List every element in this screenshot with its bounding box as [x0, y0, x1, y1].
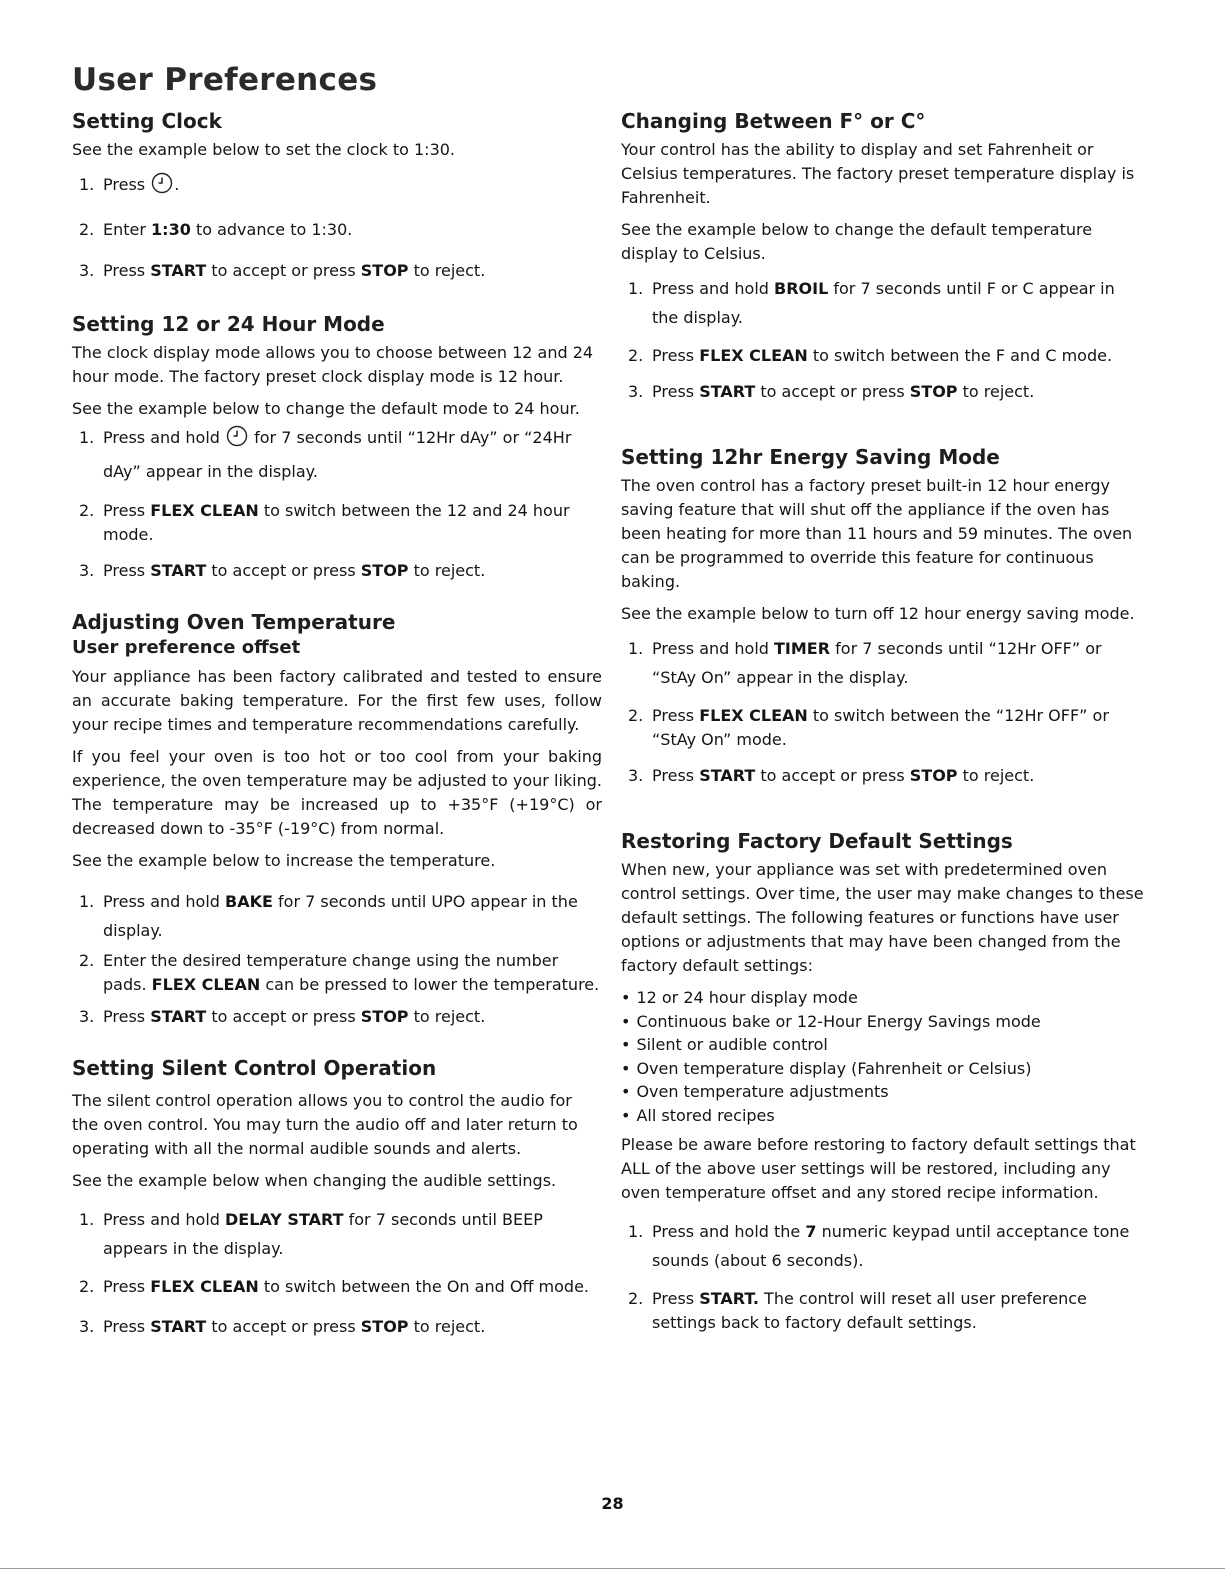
list-item: • Oven temperature adjustments: [621, 1080, 1146, 1104]
warning-paragraph: Please be aware before restoring to factory default settings that ALL of the above user settings will be restored, including any oven temperature offset and any stored recipe information.: [621, 1135, 1136, 1202]
step-item: 1. Press .: [72, 170, 602, 203]
step-item: 2. Press FLEX CLEAN to switch between the 12 and 24 hour mode.: [79, 501, 570, 544]
section-heading: Setting Clock: [72, 109, 222, 133]
section-intro: The silent control operation allows you to control the audio for the oven control. You may turn the audio off and later return to operating with all the normal audible sounds and alerts.: [72, 1091, 578, 1158]
section-energy-saving: [621, 444, 1146, 788]
section-intro: See the example below to set the clock to 1:30.: [72, 140, 456, 159]
step-item: 2. Press FLEX CLEAN to switch between the “12Hr OFF” or “StAy On” mode.: [628, 706, 1109, 749]
step-item: 3. Press START to accept or press STOP to reject.: [79, 561, 486, 580]
steps-list: [72, 170, 602, 285]
section-example: See the example below to change the default mode to 24 hour.: [72, 399, 580, 418]
section-heading: Restoring Factory Default Settings: [621, 829, 1013, 853]
steps-list: [72, 1205, 602, 1339]
step-item: 1. Press and hold DELAY START for 7 seconds until BEEP appears in the display.: [79, 1210, 543, 1258]
paragraph: Your appliance has been factory calibrated and tested to ensure an accurate baking temperature. For the first few uses, follow your recipe times and temperature recommendations carefully.: [72, 667, 602, 734]
section-heading: Setting 12 or 24 Hour Mode: [72, 312, 385, 336]
step-item: 1. Press and hold the 7 numeric keypad until acceptance tone sounds (about 6 seconds).: [628, 1222, 1130, 1270]
page-title: User Preferences: [72, 62, 378, 98]
step-item: 3. Press START to accept or press STOP to reject.: [79, 1007, 486, 1026]
section-intro: The oven control has a factory preset built-in 12 hour energy saving feature that will shut off the appliance if the oven has been heating for more than 11 hours and 59 minutes. The oven can be programmed to override this feature for continuous baking.: [621, 476, 1133, 591]
steps-list: [72, 887, 602, 1029]
step-item: 3. Press START to accept or press STOP to reject.: [79, 261, 486, 280]
step-item: 2. Enter the desired temperature change using the number pads. FLEX CLEAN can be pressed to lower the temperature.: [79, 951, 600, 994]
section-example: See the example below to turn off 12 hour energy saving mode.: [621, 604, 1135, 623]
section-setting-clock: [72, 108, 602, 285]
step-item: 2. Press START. The control will reset all user preference settings back to factory default settings.: [628, 1289, 1087, 1332]
step-item: 2. Enter 1:30 to advance to 1:30.: [79, 220, 353, 239]
list-item: • 12 or 24 hour display mode: [621, 986, 1146, 1010]
section-fahrenheit-celsius: [621, 108, 1146, 404]
page-number: 28: [601, 1494, 624, 1513]
steps-list: [621, 274, 1146, 404]
step-item: 1. Press and hold for 7 seconds until “12Hr dAy” or “24Hr dAy” appear in the display.: [72, 423, 602, 487]
list-item: • Silent or audible control: [621, 1033, 1146, 1057]
section-heading: Setting 12hr Energy Saving Mode: [621, 445, 1000, 469]
section-intro: Your control has the ability to display and set Fahrenheit or Celsius temperatures. The factory preset temperature display is Fahrenheit.: [621, 140, 1135, 207]
bottom-divider: [0, 1568, 1225, 1569]
steps-list: [72, 423, 602, 583]
right-column: [621, 108, 1146, 1361]
step-item: 1. Press and hold BROIL for 7 seconds until F or C appear in the display.: [628, 279, 1115, 327]
steps-list: [621, 634, 1146, 788]
section-intro: The clock display mode allows you to choose between 12 and 24 hour mode. The factory preset clock display mode is 12 hour.: [72, 343, 594, 386]
section-heading: Changing Between F° or C°: [621, 109, 926, 133]
section-silent-control: [72, 1055, 602, 1339]
section-restore-defaults: [621, 828, 1146, 1335]
section-heading: Setting Silent Control Operation: [72, 1056, 437, 1080]
features-list: [621, 986, 1146, 1127]
list-item: • Oven temperature display (Fahrenheit or Celsius): [621, 1057, 1146, 1081]
section-example: See the example below to change the default temperature display to Celsius.: [621, 220, 1093, 263]
section-subheading: User preference offset: [72, 637, 301, 658]
left-column: [72, 108, 602, 1365]
step-item: 1. Press and hold BAKE for 7 seconds until UPO appear in the display.: [79, 892, 578, 940]
step-item: 3. Press START to accept or press STOP to reject.: [79, 1317, 486, 1336]
section-example: See the example below to increase the temperature.: [72, 851, 496, 870]
section-example: See the example below when changing the audible settings.: [72, 1171, 557, 1190]
section-heading: Adjusting Oven Temperature: [72, 610, 396, 634]
list-item: • All stored recipes: [621, 1104, 1146, 1128]
steps-list: [621, 1217, 1146, 1335]
clock-icon: [226, 425, 248, 457]
step-item: 2. Press FLEX CLEAN to switch between the F and C mode.: [628, 346, 1113, 365]
step-item: 3. Press START to accept or press STOP to reject.: [628, 766, 1035, 785]
section-hour-mode: [72, 311, 602, 583]
paragraph: If you feel your oven is too hot or too cool from your baking experience, the oven temperature may be adjusted to your liking. The temperature may be increased up to +35°F (+19°C) or decreased down to -35°F (-19°C) from normal.: [72, 747, 602, 838]
step-item: 3. Press START to accept or press STOP to reject.: [628, 382, 1035, 401]
section-intro: When new, your appliance was set with predetermined oven control settings. Over time, the user may make changes to these default settings. The following features or functions have user options or adjustments that may have been changed from the factory default settings:: [621, 860, 1144, 975]
list-item: • Continuous bake or 12-Hour Energy Savings mode: [621, 1010, 1146, 1034]
clock-icon: [151, 172, 173, 203]
step-item: 1. Press and hold TIMER for 7 seconds until “12Hr OFF” or “StAy On” appear in the display.: [628, 639, 1102, 687]
section-oven-temperature: [72, 609, 602, 1029]
step-item: 2. Press FLEX CLEAN to switch between the On and Off mode.: [79, 1277, 590, 1296]
